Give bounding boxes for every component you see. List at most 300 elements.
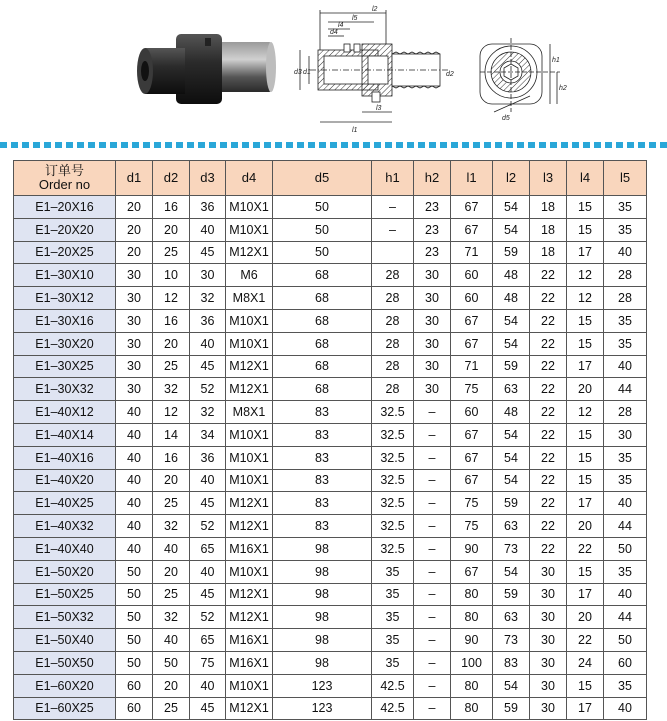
cell-l1: 71 <box>451 241 493 264</box>
label-h1: h1 <box>552 57 560 64</box>
cell-d4: M16X1 <box>226 629 273 652</box>
cell-d3: 65 <box>190 537 226 560</box>
cell-h1: 32.5 <box>372 401 414 424</box>
cell-d5: 50 <box>273 218 372 241</box>
order-no-cell: E1–20X20 <box>14 218 116 241</box>
cell-l4: 22 <box>567 537 604 560</box>
cell-l4: 15 <box>567 469 604 492</box>
cell-d5: 68 <box>273 378 372 401</box>
cell-h2: 23 <box>414 241 451 264</box>
product-photo <box>137 34 276 104</box>
cell-d5: 83 <box>273 515 372 538</box>
header-l2: l2 <box>493 161 530 196</box>
order-no-cell: E1–30X10 <box>14 264 116 287</box>
cell-l5: 28 <box>604 287 647 310</box>
cell-d5: 83 <box>273 446 372 469</box>
cell-d1: 20 <box>116 218 153 241</box>
cell-d1: 40 <box>116 469 153 492</box>
cell-d4: M12X1 <box>226 606 273 629</box>
cell-l1: 75 <box>451 492 493 515</box>
cell-l4: 20 <box>567 515 604 538</box>
table-row <box>14 196 647 219</box>
cell-d2: 12 <box>153 287 190 310</box>
table-row <box>14 241 647 264</box>
cell-d3: 36 <box>190 309 226 332</box>
cell-l1: 67 <box>451 196 493 219</box>
cell-l4: 22 <box>567 629 604 652</box>
header-h2: h2 <box>414 161 451 196</box>
cell-l5: 30 <box>604 423 647 446</box>
cell-l1: 80 <box>451 606 493 629</box>
cell-d5: 68 <box>273 332 372 355</box>
label-d4: d4 <box>330 29 338 36</box>
label-l1: l1 <box>352 127 358 134</box>
cell-d1: 30 <box>116 355 153 378</box>
spec-table <box>13 160 647 720</box>
cell-d3: 40 <box>190 674 226 697</box>
cell-l1: 67 <box>451 332 493 355</box>
cell-l3: 22 <box>530 446 567 469</box>
cell-l3: 18 <box>530 241 567 264</box>
cell-d5: 83 <box>273 469 372 492</box>
cell-d5: 98 <box>273 606 372 629</box>
cell-d4: M10X1 <box>226 423 273 446</box>
cell-d5: 68 <box>273 309 372 332</box>
technical-drawings <box>0 0 667 140</box>
cell-d1: 60 <box>116 697 153 720</box>
cell-d2: 25 <box>153 492 190 515</box>
cell-d1: 20 <box>116 196 153 219</box>
cell-l3: 30 <box>530 697 567 720</box>
table-row <box>14 469 647 492</box>
cell-l4: 17 <box>567 241 604 264</box>
cell-d1: 20 <box>116 241 153 264</box>
table-row <box>14 515 647 538</box>
cell-l1: 60 <box>451 401 493 424</box>
label-d1: d1 <box>303 69 311 76</box>
cell-d5: 83 <box>273 401 372 424</box>
cell-h1: 35 <box>372 629 414 652</box>
cell-h1: 35 <box>372 560 414 583</box>
cell-l4: 17 <box>567 583 604 606</box>
header-order-cn: 订单号 <box>44 163 84 178</box>
cell-h2: – <box>414 446 451 469</box>
table-row <box>14 309 647 332</box>
header-l4: l4 <box>567 161 604 196</box>
cell-d1: 60 <box>116 674 153 697</box>
cell-l5: 44 <box>604 515 647 538</box>
cell-d2: 25 <box>153 697 190 720</box>
cell-d2: 20 <box>153 674 190 697</box>
order-no-cell: E1–20X25 <box>14 241 116 264</box>
table-row <box>14 583 647 606</box>
cell-l1: 75 <box>451 515 493 538</box>
cell-d1: 50 <box>116 583 153 606</box>
cell-d1: 30 <box>116 309 153 332</box>
order-no-cell: E1–50X32 <box>14 606 116 629</box>
cell-l3: 18 <box>530 218 567 241</box>
cell-d2: 32 <box>153 515 190 538</box>
table-row <box>14 378 647 401</box>
cell-l1: 80 <box>451 697 493 720</box>
cell-d5: 50 <box>273 196 372 219</box>
label-d3: d3 <box>294 69 302 76</box>
cell-l3: 30 <box>530 651 567 674</box>
table-row <box>14 674 647 697</box>
cell-l3: 22 <box>530 401 567 424</box>
cell-l4: 12 <box>567 264 604 287</box>
cell-h1: 32.5 <box>372 492 414 515</box>
cell-d2: 12 <box>153 401 190 424</box>
cell-d3: 52 <box>190 606 226 629</box>
cell-h2: – <box>414 674 451 697</box>
cell-d2: 16 <box>153 196 190 219</box>
order-no-cell: E1–40X32 <box>14 515 116 538</box>
cell-l2: 59 <box>493 583 530 606</box>
cell-h1: 35 <box>372 606 414 629</box>
cell-l4: 15 <box>567 674 604 697</box>
table-row <box>14 287 647 310</box>
table-row <box>14 629 647 652</box>
cell-l1: 75 <box>451 378 493 401</box>
cell-d1: 40 <box>116 446 153 469</box>
cell-l2: 54 <box>493 309 530 332</box>
cell-h2: – <box>414 697 451 720</box>
cell-l4: 15 <box>567 446 604 469</box>
cell-d5: 98 <box>273 537 372 560</box>
cell-d2: 40 <box>153 629 190 652</box>
cell-d2: 20 <box>153 560 190 583</box>
cell-h2: – <box>414 492 451 515</box>
header-order-en: Order no <box>38 177 91 192</box>
label-l4: l4 <box>338 22 344 29</box>
cell-h1: 35 <box>372 651 414 674</box>
cell-h1: 42.5 <box>372 674 414 697</box>
order-no-cell: E1–30X12 <box>14 287 116 310</box>
cell-d2: 10 <box>153 264 190 287</box>
cell-l2: 48 <box>493 264 530 287</box>
cell-h2: – <box>414 469 451 492</box>
cell-l2: 54 <box>493 218 530 241</box>
section-divider <box>0 142 667 148</box>
cell-h2: 30 <box>414 309 451 332</box>
cell-l3: 22 <box>530 264 567 287</box>
cell-l5: 35 <box>604 674 647 697</box>
cell-l4: 17 <box>567 697 604 720</box>
cell-d5: 68 <box>273 287 372 310</box>
cell-l2: 73 <box>493 629 530 652</box>
table-row <box>14 355 647 378</box>
cell-l1: 67 <box>451 469 493 492</box>
cell-h1: 28 <box>372 287 414 310</box>
cell-l5: 40 <box>604 355 647 378</box>
cell-l2: 54 <box>493 560 530 583</box>
section-drawing <box>300 10 450 122</box>
cell-d3: 34 <box>190 423 226 446</box>
cell-l2: 54 <box>493 446 530 469</box>
cell-h1: 28 <box>372 355 414 378</box>
table-row <box>14 332 647 355</box>
cell-l4: 15 <box>567 332 604 355</box>
cell-d2: 50 <box>153 651 190 674</box>
cell-l3: 18 <box>530 196 567 219</box>
cell-h2: 30 <box>414 264 451 287</box>
cell-h2: – <box>414 583 451 606</box>
cell-d1: 30 <box>116 264 153 287</box>
cell-d4: M12X1 <box>226 492 273 515</box>
cell-h1: 28 <box>372 264 414 287</box>
order-no-cell: E1–40X25 <box>14 492 116 515</box>
cell-d3: 36 <box>190 196 226 219</box>
cell-h2: 23 <box>414 218 451 241</box>
cell-d3: 32 <box>190 287 226 310</box>
cell-h1: 28 <box>372 378 414 401</box>
cell-h2: 30 <box>414 287 451 310</box>
cell-l5: 40 <box>604 492 647 515</box>
cell-l1: 80 <box>451 674 493 697</box>
cell-d1: 40 <box>116 492 153 515</box>
cell-d3: 45 <box>190 583 226 606</box>
cell-d5: 98 <box>273 560 372 583</box>
header-d5: d5 <box>273 161 372 196</box>
cell-l5: 35 <box>604 309 647 332</box>
cell-l4: 15 <box>567 423 604 446</box>
cell-l5: 28 <box>604 401 647 424</box>
cell-h1: – <box>372 218 414 241</box>
cell-d4: M10X1 <box>226 218 273 241</box>
cell-l2: 54 <box>493 332 530 355</box>
cell-l2: 54 <box>493 423 530 446</box>
table-row <box>14 560 647 583</box>
cell-d2: 20 <box>153 469 190 492</box>
cell-d1: 40 <box>116 537 153 560</box>
cell-h1: 35 <box>372 583 414 606</box>
order-no-cell: E1–40X40 <box>14 537 116 560</box>
cell-d2: 25 <box>153 241 190 264</box>
order-no-cell: E1–40X14 <box>14 423 116 446</box>
cell-d4: M10X1 <box>226 674 273 697</box>
cell-d1: 40 <box>116 515 153 538</box>
cell-l5: 28 <box>604 264 647 287</box>
cell-l5: 35 <box>604 469 647 492</box>
cell-d3: 40 <box>190 218 226 241</box>
cell-d5: 123 <box>273 697 372 720</box>
cell-l5: 60 <box>604 651 647 674</box>
cell-d5: 123 <box>273 674 372 697</box>
cell-d1: 30 <box>116 378 153 401</box>
table-row <box>14 218 647 241</box>
cell-l4: 12 <box>567 401 604 424</box>
cell-l5: 40 <box>604 583 647 606</box>
cell-d3: 40 <box>190 332 226 355</box>
cell-d4: M16X1 <box>226 651 273 674</box>
cell-l1: 67 <box>451 423 493 446</box>
header-order-no <box>14 161 116 196</box>
cell-h1: 32.5 <box>372 469 414 492</box>
cell-l5: 35 <box>604 218 647 241</box>
table-row <box>14 264 647 287</box>
cell-d5: 68 <box>273 355 372 378</box>
order-no-cell: E1–60X25 <box>14 697 116 720</box>
cell-l2: 54 <box>493 674 530 697</box>
cell-d4: M6 <box>226 264 273 287</box>
cell-d4: M12X1 <box>226 697 273 720</box>
cell-l2: 73 <box>493 537 530 560</box>
cell-d3: 45 <box>190 355 226 378</box>
table-row <box>14 401 647 424</box>
cell-d4: M16X1 <box>226 537 273 560</box>
cell-d3: 52 <box>190 515 226 538</box>
cell-l2: 63 <box>493 378 530 401</box>
cell-l2: 59 <box>493 355 530 378</box>
order-no-cell: E1–30X25 <box>14 355 116 378</box>
cell-l3: 22 <box>530 378 567 401</box>
table-row <box>14 697 647 720</box>
cell-l3: 30 <box>530 629 567 652</box>
cell-d2: 32 <box>153 378 190 401</box>
order-no-cell: E1–20X16 <box>14 196 116 219</box>
cell-h1: 32.5 <box>372 537 414 560</box>
cell-d3: 30 <box>190 264 226 287</box>
header-d2: d2 <box>153 161 190 196</box>
cell-h2: 30 <box>414 332 451 355</box>
cell-d3: 40 <box>190 469 226 492</box>
cell-l4: 15 <box>567 218 604 241</box>
order-no-cell: E1–40X20 <box>14 469 116 492</box>
cell-h1: 32.5 <box>372 515 414 538</box>
cell-d4: M10X1 <box>226 332 273 355</box>
label-d5: d5 <box>502 115 510 122</box>
table-header-row <box>14 161 647 196</box>
cell-h1: 28 <box>372 309 414 332</box>
cell-d2: 20 <box>153 332 190 355</box>
cell-d4: M12X1 <box>226 241 273 264</box>
cell-l5: 40 <box>604 697 647 720</box>
cell-l4: 17 <box>567 492 604 515</box>
cell-d3: 45 <box>190 241 226 264</box>
order-no-cell: E1–50X25 <box>14 583 116 606</box>
cell-l1: 80 <box>451 583 493 606</box>
order-no-cell: E1–40X16 <box>14 446 116 469</box>
cell-l4: 15 <box>567 560 604 583</box>
table-row <box>14 537 647 560</box>
cell-h2: 30 <box>414 355 451 378</box>
cell-l3: 22 <box>530 423 567 446</box>
cell-d1: 50 <box>116 629 153 652</box>
cell-l2: 54 <box>493 196 530 219</box>
cell-l1: 60 <box>451 287 493 310</box>
cell-l5: 35 <box>604 332 647 355</box>
cell-h2: – <box>414 515 451 538</box>
cell-l4: 20 <box>567 378 604 401</box>
cell-l4: 12 <box>567 287 604 310</box>
cell-d3: 45 <box>190 697 226 720</box>
label-h2: h2 <box>559 85 567 92</box>
order-no-cell: E1–60X20 <box>14 674 116 697</box>
label-l5: l5 <box>352 15 358 22</box>
header-l3: l3 <box>530 161 567 196</box>
cell-l3: 22 <box>530 309 567 332</box>
cell-l2: 83 <box>493 651 530 674</box>
cell-d4: M10X1 <box>226 196 273 219</box>
cell-l1: 67 <box>451 218 493 241</box>
label-l2: l2 <box>372 6 378 13</box>
cell-l1: 100 <box>451 651 493 674</box>
cell-d3: 52 <box>190 378 226 401</box>
cell-l1: 67 <box>451 560 493 583</box>
cell-d3: 45 <box>190 492 226 515</box>
cell-l2: 54 <box>493 469 530 492</box>
cell-l3: 22 <box>530 537 567 560</box>
cell-l3: 22 <box>530 287 567 310</box>
cell-d2: 20 <box>153 218 190 241</box>
cell-d5: 68 <box>273 264 372 287</box>
cell-l2: 63 <box>493 515 530 538</box>
cell-l3: 22 <box>530 515 567 538</box>
table-row <box>14 606 647 629</box>
cell-l1: 90 <box>451 629 493 652</box>
cell-d1: 30 <box>116 287 153 310</box>
cell-l4: 24 <box>567 651 604 674</box>
cell-d3: 75 <box>190 651 226 674</box>
cell-h1: 32.5 <box>372 423 414 446</box>
cell-d1: 30 <box>116 332 153 355</box>
cell-d4: M12X1 <box>226 583 273 606</box>
cell-l3: 22 <box>530 469 567 492</box>
cell-l2: 63 <box>493 606 530 629</box>
cell-d3: 36 <box>190 446 226 469</box>
cell-l1: 67 <box>451 446 493 469</box>
cell-l5: 44 <box>604 606 647 629</box>
cell-d2: 40 <box>153 537 190 560</box>
header-h1: h1 <box>372 161 414 196</box>
cell-d1: 50 <box>116 606 153 629</box>
cell-d4: M12X1 <box>226 515 273 538</box>
cell-l4: 17 <box>567 355 604 378</box>
cell-l5: 40 <box>604 241 647 264</box>
cell-h1: 28 <box>372 332 414 355</box>
cell-d3: 32 <box>190 401 226 424</box>
cell-h2: 30 <box>414 378 451 401</box>
cell-d4: M10X1 <box>226 446 273 469</box>
cell-l1: 67 <box>451 309 493 332</box>
header-l5: l5 <box>604 161 647 196</box>
cell-d1: 40 <box>116 401 153 424</box>
table-body <box>14 196 647 720</box>
cell-d2: 14 <box>153 423 190 446</box>
header-d3: d3 <box>190 161 226 196</box>
cell-d4: M8X1 <box>226 287 273 310</box>
cell-h2: – <box>414 606 451 629</box>
cell-l4: 20 <box>567 606 604 629</box>
cell-d3: 40 <box>190 560 226 583</box>
cell-d2: 25 <box>153 583 190 606</box>
order-no-cell: E1–30X16 <box>14 309 116 332</box>
cell-l2: 59 <box>493 241 530 264</box>
table-row <box>14 423 647 446</box>
cell-d4: M12X1 <box>226 378 273 401</box>
cell-d1: 50 <box>116 560 153 583</box>
table-row <box>14 651 647 674</box>
table-row <box>14 492 647 515</box>
cell-l1: 60 <box>451 264 493 287</box>
cell-l1: 71 <box>451 355 493 378</box>
cell-l3: 30 <box>530 560 567 583</box>
cell-d4: M10X1 <box>226 309 273 332</box>
cell-h1: 32.5 <box>372 446 414 469</box>
order-no-cell: E1–50X50 <box>14 651 116 674</box>
cell-d5: 98 <box>273 583 372 606</box>
